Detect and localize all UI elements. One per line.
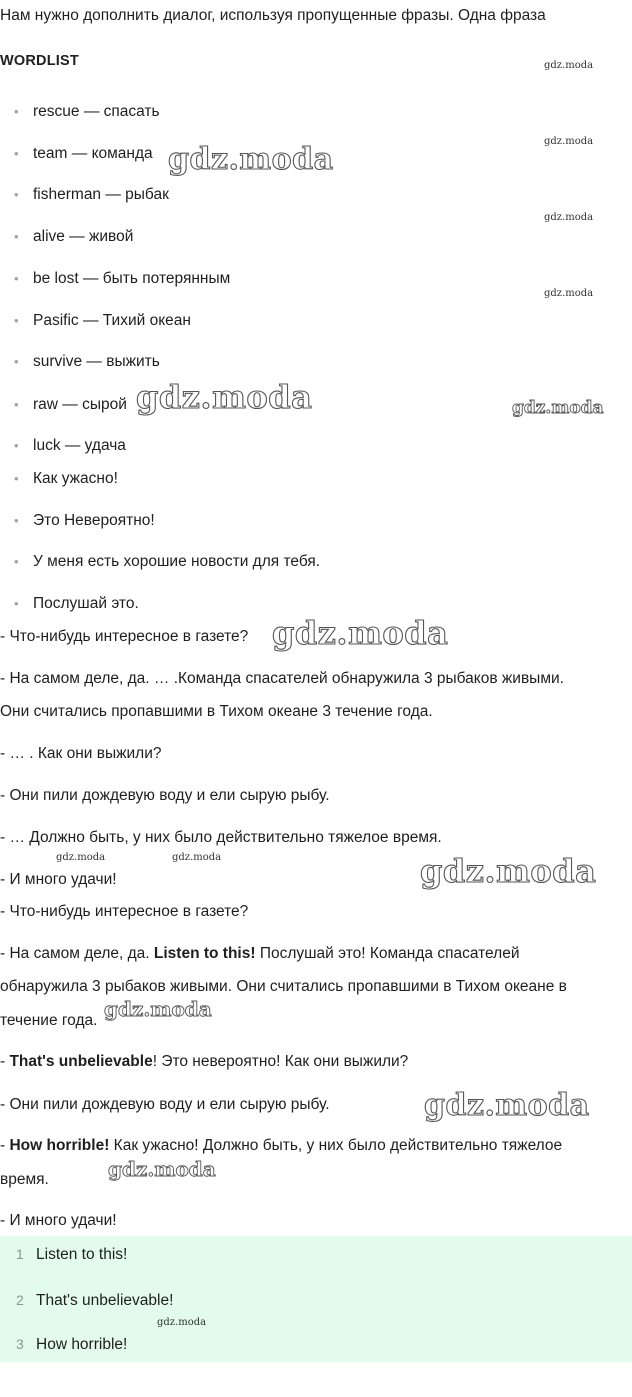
list-item: • alive — живой	[14, 228, 134, 245]
bullet-icon: •	[14, 187, 19, 202]
answer-highlight: How horrible!	[9, 1137, 110, 1154]
watermark: gdz.moda	[544, 60, 594, 71]
answer-highlight: That's unbelievable	[9, 1053, 153, 1070]
watermark: gdz.moda	[544, 136, 594, 147]
watermark: gdz.moda	[172, 852, 222, 863]
list-item: • Как ужасно!	[14, 470, 118, 487]
dialogue-line: - … Должно быть, у них было действительно тяжелое время.	[0, 829, 442, 846]
answer-highlight: Listen to this!	[153, 945, 256, 962]
filled-line: - Они пили дождевую воду и ели сырую рыбу.	[0, 1096, 330, 1113]
filled-line: - That's unbelievable! Это невероятно! Как они выжили?	[0, 1053, 409, 1070]
watermark: gdz.moda	[420, 852, 597, 890]
bullet-icon: •	[14, 438, 19, 453]
list-item: • be lost — быть потерянным	[14, 270, 231, 287]
bullet-icon: •	[14, 596, 19, 611]
filled-line: - И много удачи!	[0, 1212, 117, 1229]
intro-text: Нам нужно дополнить диалог, используя пропущенные фразы. Одна фраза	[0, 7, 546, 24]
list-item: • team — команда	[14, 145, 153, 162]
list-item: • fisherman — рыбак	[14, 186, 169, 203]
watermark: gdz.moda	[136, 378, 313, 416]
wordlist-heading: WORDLIST	[0, 53, 79, 69]
watermark: gdz.moda	[104, 997, 212, 1021]
bullet-icon: •	[14, 229, 19, 244]
list-item: • Послушай это.	[14, 595, 139, 612]
watermark: gdz.moda	[168, 142, 334, 177]
dialogue-line: - На самом деле, да. … .Команда спасателей обнаружила 3 рыбаков живыми.	[0, 670, 564, 687]
answer-item: 2 That's unbelievable!	[16, 1292, 174, 1309]
bullet-icon: •	[14, 554, 19, 569]
watermark: gdz.moda	[512, 398, 604, 418]
bullet-icon: •	[14, 271, 19, 286]
watermark: gdz.moda	[272, 614, 449, 652]
answers-panel	[0, 1236, 632, 1362]
bullet-icon: •	[14, 104, 19, 119]
filled-line: - Что-нибудь интересное в газете?	[0, 903, 249, 920]
answer-item: 3 How horrible!	[16, 1336, 128, 1353]
list-item: • Pasific — Тихий океан	[14, 312, 191, 329]
list-item: • rescue — спасать	[14, 103, 160, 120]
list-item: • survive — выжить	[14, 353, 160, 370]
bullet-icon: •	[14, 146, 19, 161]
list-item: • Это Невероятно!	[14, 512, 155, 529]
list-item: • luck — удача	[14, 437, 126, 454]
bullet-icon: •	[14, 313, 19, 328]
bullet-icon: •	[14, 397, 19, 412]
filled-line: - How horrible! Как ужасно! Должно быть, у них было действительно тяжелое	[0, 1137, 563, 1154]
bullet-icon: •	[14, 513, 19, 528]
answer-item: 1 Listen to this!	[16, 1246, 128, 1263]
dialogue-line: - Они пили дождевую воду и ели сырую рыбу.	[0, 787, 330, 804]
watermark: gdz.moda	[108, 1157, 216, 1181]
watermark: gdz.moda	[544, 212, 594, 223]
filled-line: обнаружила 3 рыбаков живыми. Они считались пропавшими в Тихом океане в	[0, 978, 567, 995]
dialogue-line: - Что-нибудь интересное в газете?	[0, 628, 249, 645]
filled-line: течение года.	[0, 1012, 98, 1029]
dialogue-line: Они считались пропавшими в Тихом океане 3 течение года.	[0, 703, 433, 720]
watermark: gdz.moda	[544, 288, 594, 299]
dialogue-line: - … . Как они выжили?	[0, 745, 162, 762]
filled-line: время.	[0, 1171, 49, 1188]
list-item: • raw — сырой	[14, 396, 127, 413]
watermark: gdz.moda	[424, 1088, 590, 1123]
bullet-icon: •	[14, 354, 19, 369]
list-item: • У меня есть хорошие новости для тебя.	[14, 553, 321, 570]
filled-line: - На самом деле, да. Listen to this! Послушай это! Команда спасателей	[0, 945, 520, 962]
watermark: gdz.moda	[56, 852, 106, 863]
dialogue-line: - И много удачи!	[0, 871, 117, 888]
watermark: gdz.moda	[157, 1317, 207, 1328]
bullet-icon: •	[14, 471, 19, 486]
